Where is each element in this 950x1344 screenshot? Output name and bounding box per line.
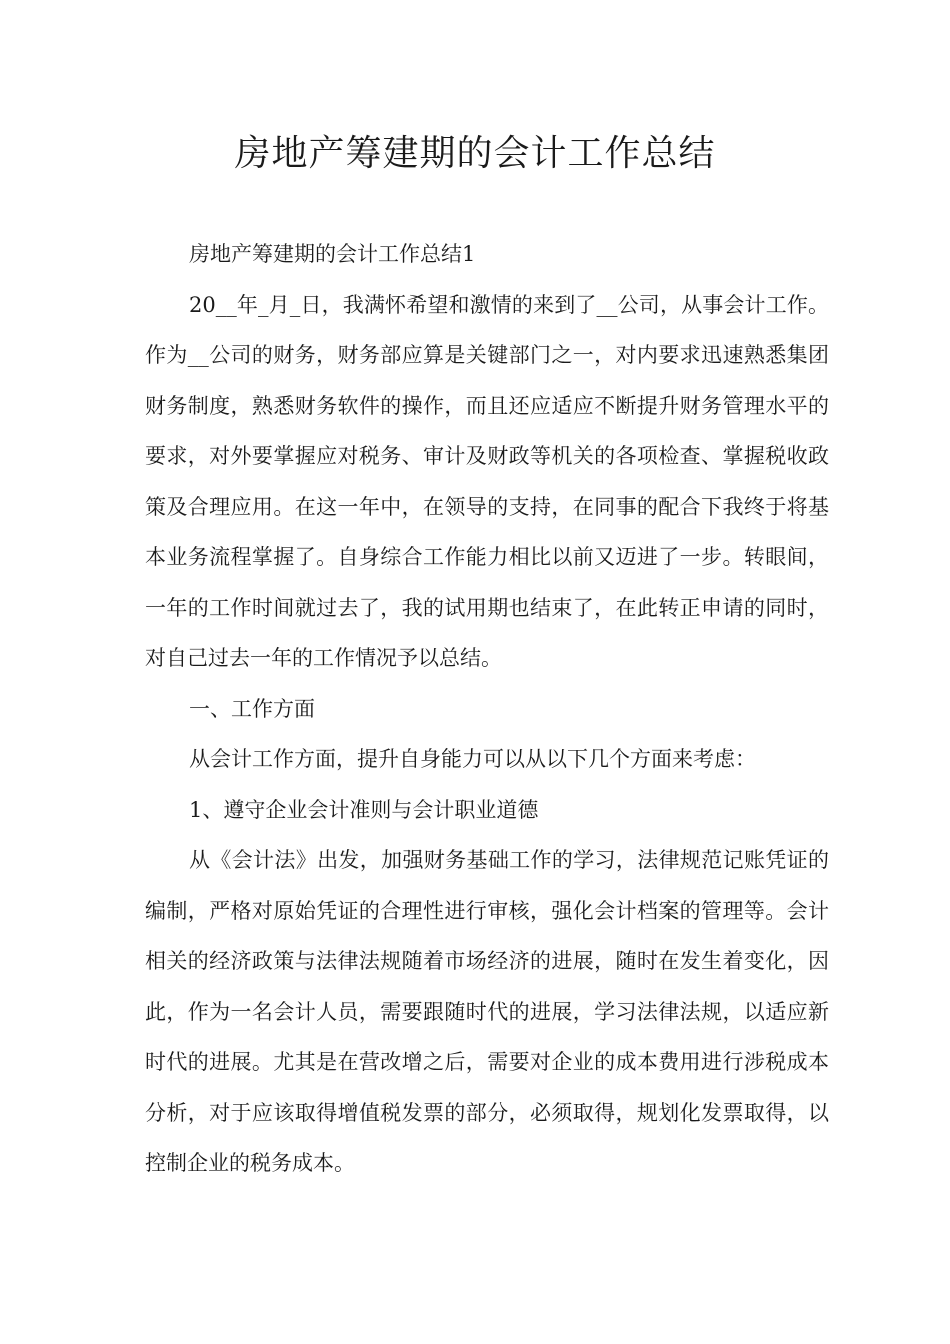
paragraph-intro: 20__年_月_日，我满怀希望和激情的来到了__公司，从事会计工作。作为__公司的财务，财务部应算是关键部门之一，对内要求迅速熟悉集团财务制度，熟悉财务软件的操作，而且还应适应不断提升财务管理水平的要求，对外要掌握应对税务、审计及财政等机关的各项检查、掌握税收政策及合理应用。在这一年中，在领导的支持，在同事的配合下我终于将基本业务流程掌握了。自身综合工作能力相比以前又迈进了一步。转眼间，一年的工作时间就过去了，我的试用期也结束了，在此转正申请的同时，对自己过去一年的工作情况予以总结。 (145, 292, 829, 670)
paragraph-accounting-law: 从《会计法》出发，加强财务基础工作的学习，法律规范记账凭证的编制，严格对原始凭证的合理性进行审核，强化会计档案的管理等。会计相关的经济政策与法律法规随着市场经济的进展，随时在发生着变化，因此，作为一名会计人员，需要跟随时代的进展，学习法律法规，以适应新时代的进展。尤其是在营改增之后，需要对企业的成本费用进行涉税成本分析，对于应该取得增值税发票的部分，必须取得，规划化发票取得，以控制企业的税务成本。 (145, 848, 829, 1175)
section-heading-work: 一、工作方面 (189, 696, 315, 721)
document-body (145, 229, 829, 1189)
paragraph-work-aspects: 从会计工作方面，提升自身能力可以从以下几个方面来考虑： (189, 747, 756, 771)
section-heading: 房地产筹建期的会计工作总结1 (189, 242, 476, 266)
document-title: 房地产筹建期的会计工作总结 (234, 133, 716, 174)
subheading-accounting-standards: 1、遵守企业会计准则与会计职业道德 (189, 797, 539, 822)
